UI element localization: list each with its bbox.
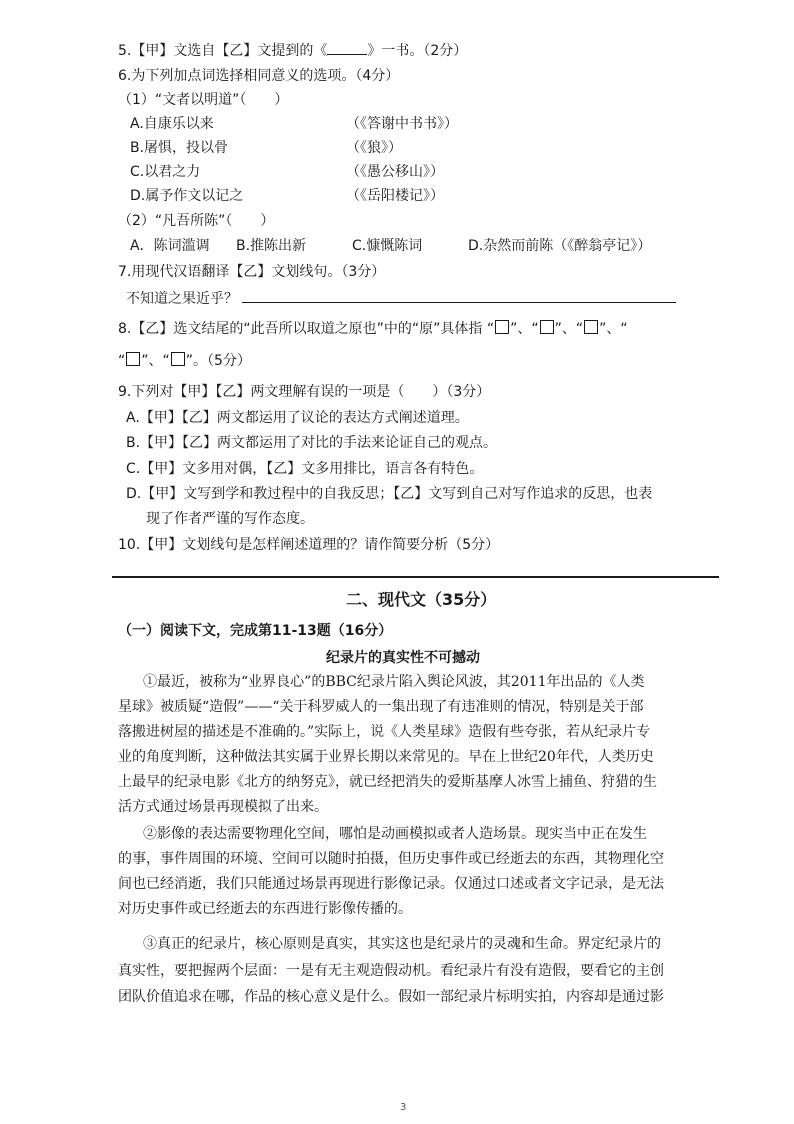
q9-option-c: C.【甲】文多用对偶，【乙】文多用排比，语言各有特色。: [126, 461, 484, 477]
question-7-sentence: 不知道之果近乎？: [126, 288, 676, 309]
option-c: C.以君之力: [130, 164, 201, 180]
option-a-source: （《答谢中书书》）: [346, 116, 458, 132]
article-title: 纪录片的真实性不可撼动: [326, 650, 480, 666]
q9-option-d: D.【甲】文写到学和教过程中的自我反思；【乙】文写到自己对写作追求的反思，也表: [126, 486, 653, 502]
question-9-title: 9.下列对【甲】【乙】两文理解有误的一项是（ ）（3分）: [118, 384, 491, 400]
q9-option-a: A.【甲】【乙】两文都运用了议论的表达方式阐述道理。: [126, 410, 469, 426]
answer-line[interactable]: [242, 288, 676, 303]
question-6-sub1: （1）“文者以明道”（ ）: [118, 92, 289, 108]
answer-box[interactable]: [171, 352, 185, 366]
article-line: 星球》被质疑“造假”——“关于科罗威人的一集出现了有违准则的情况，特别是关于部: [118, 699, 644, 715]
sub2-option-c: C.慷慨陈词: [352, 238, 423, 254]
article-line: 团队价值追求在哪，作品的核心意义是什么。假如一部纪录片标明实拍，内容却是通过影: [118, 989, 664, 1005]
question-7-title: 7.用现代汉语翻译【乙】文划线句。（3分）: [118, 264, 386, 280]
option-d: D.属予作文以记之: [130, 188, 244, 204]
sub2-option-a: A．陈词滥调: [130, 238, 210, 254]
option-a: A.自康乐以来: [130, 116, 214, 132]
page-number: 3: [400, 1102, 407, 1113]
q9-option-b: B.【甲】【乙】两文都运用了对比的手法来论证自己的观点。: [126, 435, 498, 451]
article-line: 真实性，要把握两个层面：一是有无主观造假动机。看纪录片有没有造假，要看它的主创: [118, 963, 664, 979]
article-line: 间也已经消逝，我们只能通过场景再现进行影像记录。仅通过口述或者文字记录，是无法: [118, 876, 664, 892]
option-b-source: （《狼》）: [346, 140, 402, 156]
answer-box[interactable]: [584, 320, 598, 334]
question-6-sub2: （2）“凡吾所陈”（ ）: [118, 213, 275, 229]
article-line: ②影像的表达需要物理化空间，哪怕是动画模拟或者人造场景。现实当中正在发生: [143, 826, 647, 842]
article-line: ③真正的纪录片，核心原则是真实，其实这也是纪录片的灵魂和生命。界定纪录片的: [143, 936, 661, 952]
sub2-option-d: D.杂然而前陈（《醉翁亭记》）: [468, 238, 652, 254]
section-subtitle: （一）阅读下文，完成第11-13题（16分）: [118, 623, 393, 639]
article-line: 的事，事件周围的环境、空间可以随时拍摄，但历史事件或已经逝去的东西，其物理化空: [118, 851, 664, 867]
question-10: 10.【甲】文划线句是怎样阐述道理的？请作简要分析（5分）: [118, 537, 500, 553]
question-8: 8.【乙】选文结尾的“此吾所以取道之原也”中的“原”具体指 “ ”、“ ”、“ ”、“: [118, 321, 628, 337]
question-6-title: 6.为下列加点词选择相同意义的选项。（4分）: [118, 68, 400, 84]
question-5: 5.【甲】文选自【乙】文提到的《 》一书。（2分）: [118, 40, 467, 61]
answer-box[interactable]: [126, 352, 140, 366]
article-line: 落搬进树屋的描述是不准确的。”实际上，说《人类星球》造假有些夸张，若从纪录片专: [118, 724, 651, 740]
article-line: ①最近，被称为“业界良心”的BBC纪录片陷入舆论风波，其2011年出品的《人类: [143, 674, 645, 690]
answer-box[interactable]: [540, 320, 554, 334]
section-divider: [112, 576, 719, 578]
question-8-cont: “ ”、“ ”。（5分）: [118, 353, 251, 369]
sub2-option-b: B.推陈出新: [236, 238, 307, 254]
article-line: 对历史事件或已经逝去的东西进行影像传播的。: [118, 901, 412, 917]
article-line: 上最早的纪录电影《北方的纳努克》，就已经把消失的爱斯基摩人冰雪上捕鱼、狩猎的生: [118, 774, 657, 790]
option-c-source: （《愚公移山》）: [346, 164, 444, 180]
article-line: 业的角度判断，这种做法其实属于业界长期以来常见的。早在上世纪20年代，人类历史: [118, 749, 654, 765]
article-line: 活方式通过场景再现模拟了出来。: [118, 799, 328, 815]
answer-blank[interactable]: [327, 40, 367, 55]
answer-box[interactable]: [495, 320, 509, 334]
q9-option-d-cont: 现了作者严谨的写作态度。: [146, 511, 314, 527]
option-d-source: （《岳阳楼记》）: [346, 188, 444, 204]
option-b: B.屠惧，投以骨: [130, 140, 229, 156]
section-title: 二、现代文（35分）: [346, 590, 497, 609]
